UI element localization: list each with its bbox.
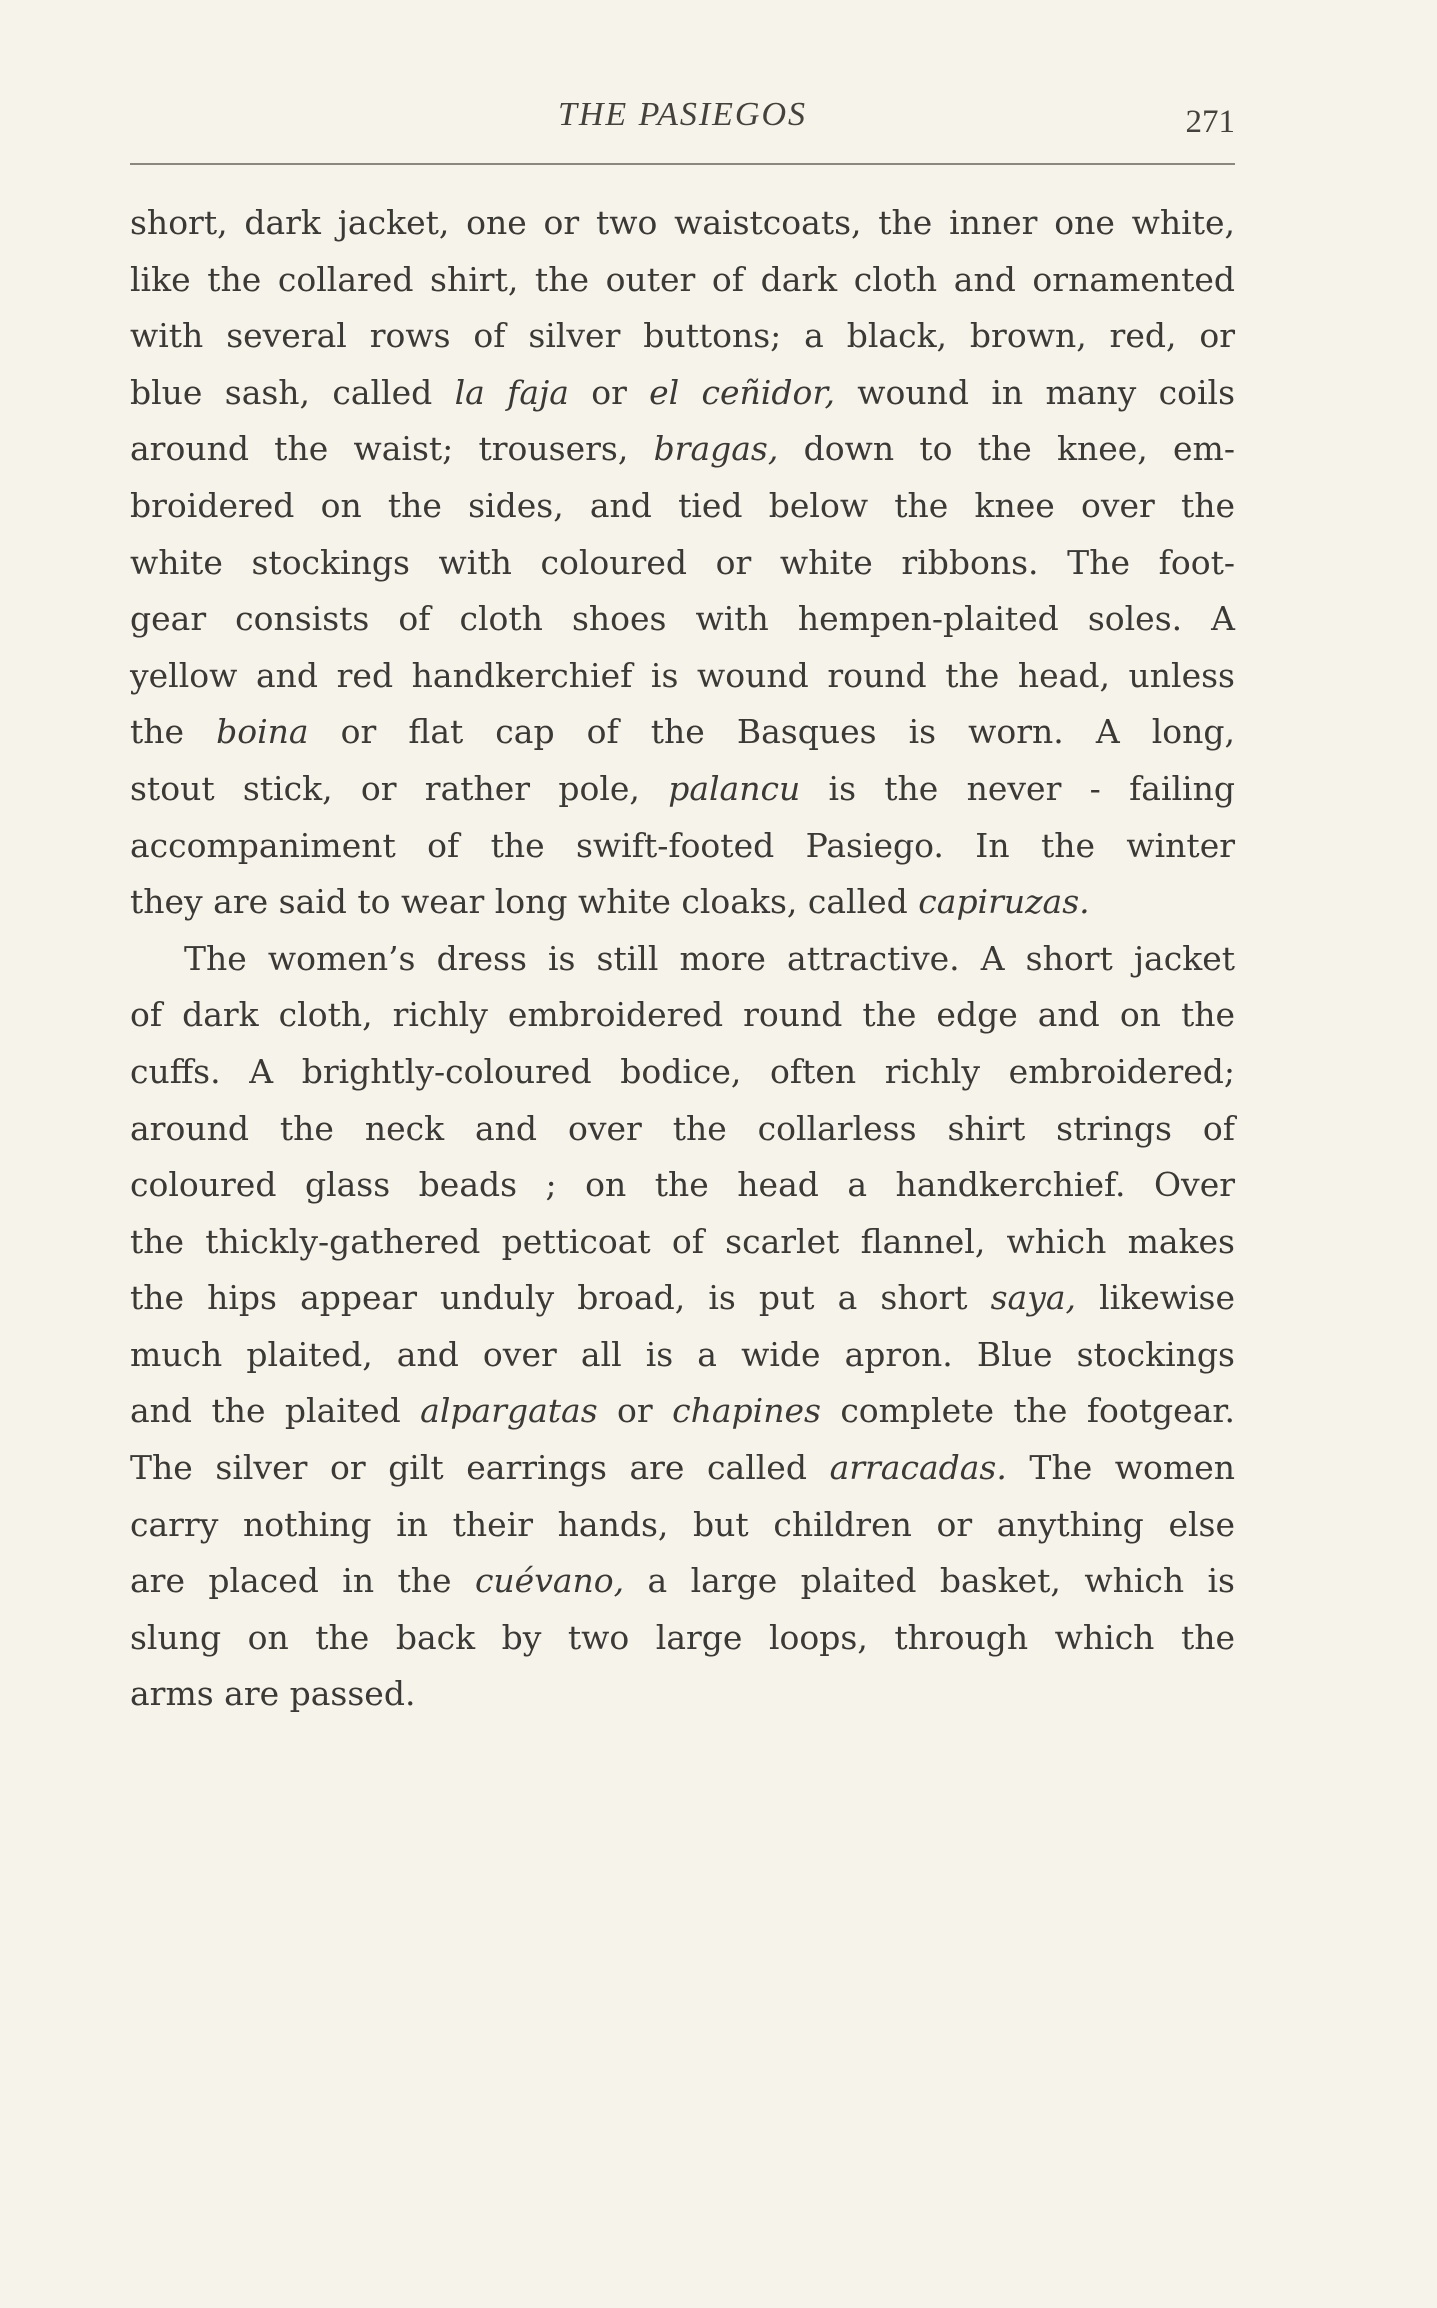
italic-term: saya, [990, 1278, 1077, 1318]
text-line [130, 1270, 1235, 1327]
italic-term: cuévano, [474, 1561, 625, 1601]
text-line [130, 1044, 1235, 1101]
italic-term: el ceñidor, [649, 372, 835, 412]
text-run: stout stick, or rather pole, [130, 768, 669, 808]
text-run: gear consists of cloth shoes with hempen-plaited soles. A [130, 599, 1235, 639]
italic-term: palancu [668, 768, 801, 808]
text-run: The silver or gilt earrings are called [130, 1448, 830, 1488]
text-line [130, 1497, 1235, 1554]
text-run: The women [1006, 1448, 1236, 1488]
italic-term: arracadas. [829, 1448, 1007, 1488]
text-line [130, 648, 1235, 705]
text-run: with several rows of silver buttons; a black, brown, red, or [130, 316, 1235, 356]
text-run: broidered on the sides, and tied below the knee over the [130, 485, 1235, 525]
italic-term: capiruzas. [918, 882, 1090, 922]
text-line [130, 421, 1235, 478]
text-run: or flat cap of the Basques is worn. A long, [308, 712, 1235, 752]
text-run: carry nothing in their hands, but children or anything else [130, 1504, 1235, 1544]
text-line [130, 591, 1235, 648]
text-run: are placed in the [130, 1561, 475, 1601]
text-line [130, 874, 1235, 931]
text-run: cuffs. A brightly-coloured bodice, often richly embroidered; [130, 1051, 1235, 1091]
text-run: The women’s dress is still more attractive. A short jacket [184, 938, 1235, 978]
text-run: of dark cloth, richly embroidered round the edge and on the [130, 995, 1235, 1035]
italic-term: boina [216, 712, 309, 752]
text-line [130, 931, 1235, 988]
text-run: is the never - failing [800, 768, 1235, 808]
text-run: coloured glass beads ; on the head a handkerchief. Over [130, 1165, 1235, 1205]
italic-term: chapines [672, 1391, 821, 1431]
text-line [130, 1157, 1235, 1214]
text-run: blue sash, called [130, 372, 455, 412]
text-run: a large plaited basket, which is [624, 1561, 1235, 1601]
page-header [130, 88, 1235, 148]
italic-term: alpargatas [420, 1391, 598, 1431]
text-line [130, 761, 1235, 818]
text-line [130, 308, 1235, 365]
text-run: the hips appear unduly broad, is put a short [130, 1278, 991, 1318]
text-line [130, 1383, 1235, 1440]
text-run: or [568, 372, 650, 412]
text-line [130, 1610, 1235, 1667]
text-run: and the plaited [130, 1391, 421, 1431]
text-run: white stockings with coloured or white ribbons. The foot- [130, 542, 1235, 582]
text-run: around the neck and over the collarless shirt strings of [130, 1108, 1235, 1148]
page-number: 271 [1185, 104, 1235, 140]
text-run: or [597, 1391, 673, 1431]
italic-term: bragas, [653, 429, 779, 469]
text-run: slung on the back by two large loops, through which the [130, 1617, 1235, 1657]
text-run: likewise [1076, 1278, 1235, 1318]
text-line [130, 1666, 1235, 1723]
running-head: THE PASIEGOS [557, 96, 808, 133]
text-line [130, 252, 1235, 309]
text-line [130, 818, 1235, 875]
text-line [130, 535, 1235, 592]
text-line [130, 987, 1235, 1044]
italic-term: la faja [454, 372, 569, 412]
text-line [130, 478, 1235, 535]
text-line [130, 195, 1235, 252]
text-line [130, 365, 1235, 422]
text-run: yellow and red handkerchief is wound round the head, unless [130, 655, 1235, 695]
text-run: wound in many coils [835, 372, 1236, 412]
text-run: arms are passed. [130, 1674, 416, 1714]
text-run: they are said to wear long white cloaks, called [130, 882, 919, 922]
text-line [130, 1101, 1235, 1158]
text-run: like the collared shirt, the outer of dark cloth and ornamented [130, 259, 1235, 299]
header-rule [130, 163, 1235, 165]
text-line [130, 704, 1235, 761]
text-run: the thickly-gathered petticoat of scarlet flannel, which makes [130, 1221, 1235, 1261]
text-run: down to the knee, em- [778, 429, 1236, 469]
text-run: short, dark jacket, one or two waistcoats, the inner one white, [130, 203, 1235, 242]
text-line [130, 1440, 1235, 1497]
body-text [130, 195, 1235, 1723]
text-run: much plaited, and over all is a wide apron. Blue stockings [130, 1334, 1235, 1374]
text-run: accompaniment of the swift-footed Pasiego. In the winter [130, 825, 1235, 865]
text-run: around the waist; trousers, [130, 429, 654, 469]
text-line [130, 1214, 1235, 1271]
text-run: the [130, 712, 217, 752]
text-line [130, 1327, 1235, 1384]
text-line [130, 1553, 1235, 1610]
text-run: complete the footgear. [820, 1391, 1236, 1431]
